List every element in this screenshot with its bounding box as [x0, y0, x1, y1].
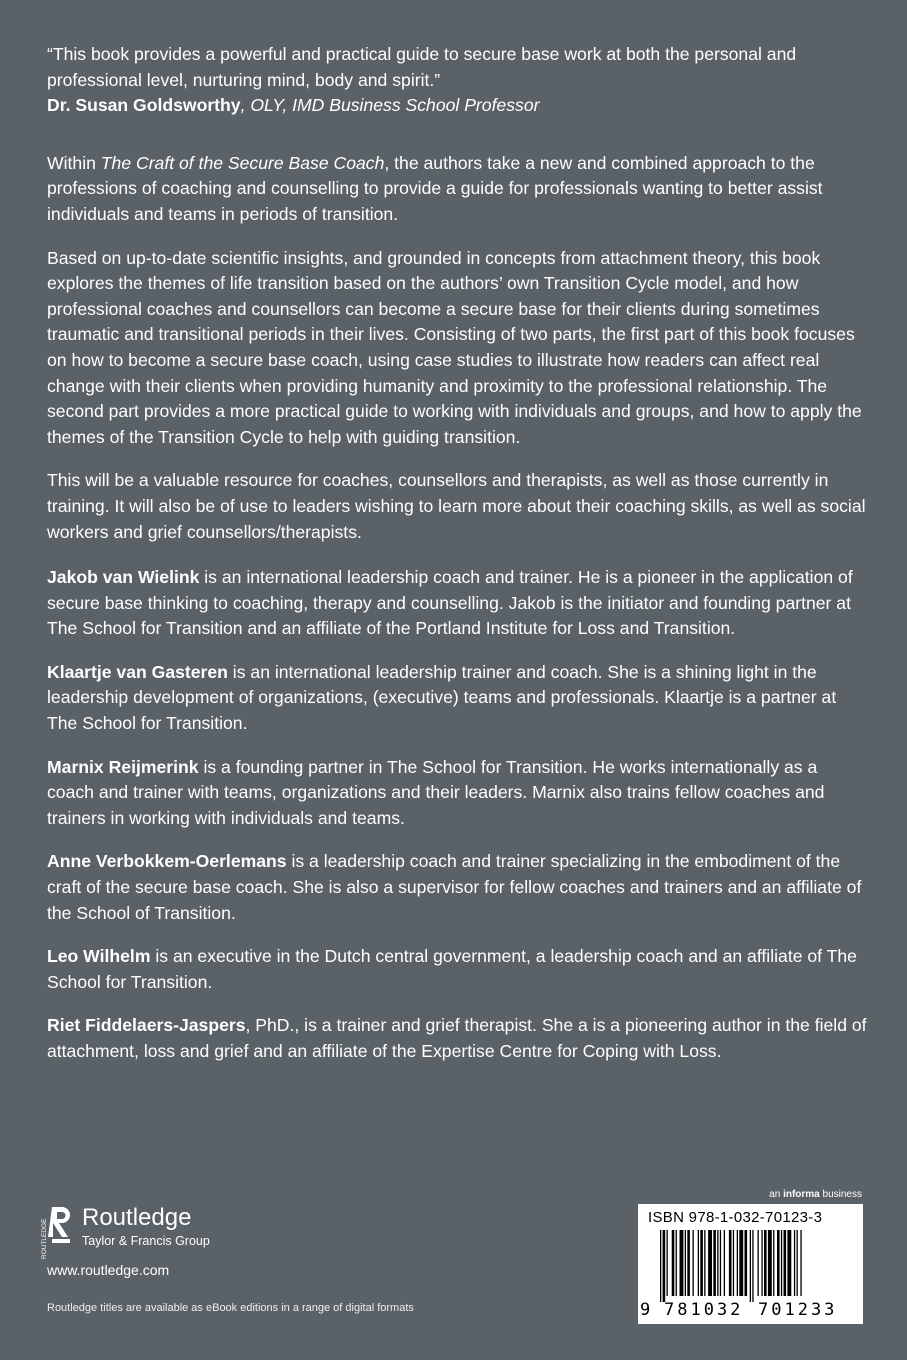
back-cover-text	[47, 42, 867, 1083]
description-paragraph-1: Within The Craft of the Secure Base Coach, the authors take a new and combined approach to the professions of coaching and counselling to provide a guide for professionals wanting to better assist individuals and teams in periods of transition.	[47, 152, 823, 224]
publisher-logo	[40, 1205, 210, 1259]
description-paragraph-3: This will be a valuable resource for coaches, counsellors and therapists, as well as those currently in training. It will also be of use to leaders wishing to learn more about their coaching skills, as well as social workers and grief counsellors/therapists.	[47, 470, 866, 542]
book-description	[47, 151, 867, 545]
author-name: Klaartje van Gasteren	[47, 661, 228, 682]
author-bio: Anne Verbokkem-Oerlemans is a leadership coach and trainer specializing in the embodiment of the craft of the secure base coach. She is also a supervisor for fellow coaches and trainers and an affiliate of the School of Transition.	[47, 851, 862, 923]
logo-vertical-text: ROUTLEDGE	[41, 1218, 48, 1259]
endorser-name: Dr. Susan Goldsworthy	[47, 95, 241, 116]
author-name: Anne Verbokkem-Oerlemans	[47, 851, 287, 872]
publisher-website[interactable]: www.routledge.com	[47, 1262, 170, 1278]
isbn-barcode: ISBN 978-1-032-70123-3 9 781032 701233	[638, 1204, 863, 1324]
author-name: Riet Fiddelaers-Jaspers	[47, 1015, 246, 1036]
author-name: Marnix Reijmerink	[47, 756, 199, 777]
author-name: Leo Wilhelm	[47, 946, 151, 967]
author-name: Jakob van Wielink	[47, 567, 200, 588]
endorsement-quote: “This book provides a powerful and practical guide to secure base work at both the personal and professional level, nurturing mind, body and spirit.”	[47, 44, 797, 90]
author-bio: Riet Fiddelaers-Jaspers, PhD., is a trainer and grief therapist. She a is a pioneering author in the field of attachment, loss and grief and an affiliate of the Expertise Centre for Coping with Loss.	[47, 1015, 867, 1061]
ebook-note: Routledge titles are available as eBook editions in a range of digital formats	[47, 1302, 414, 1314]
endorser-credentials: , OLY, IMD Business School Professor	[240, 95, 540, 116]
publisher-name: Routledge	[82, 1204, 192, 1231]
isbn-text: ISBN 978-1-032-70123-3	[648, 1209, 823, 1226]
endorser	[47, 93, 867, 119]
informa-tagline: an informa business	[769, 1189, 862, 1200]
publisher-group: Taylor & Francis Group	[82, 1234, 210, 1248]
description-paragraph-2: Based on up-to-date scientific insights, and grounded in concepts from attachment theory, this book explores the themes of life transition based on the authors’ own Transition Cycle model, and how professional coaches and counsellors can become a secure base for their clients during sometimes traumatic and transitional periods in their lives. Consisting of two parts, the first part of this book focuses on how to become a secure base coach, using case studies to illustrate how readers can affect real change with their clients when providing humanity and proximity to the professional relationship. The second part provides a more practical guide to working with individuals and groups, and how to apply the themes of the Transition Cycle to help with guiding transition.	[47, 247, 862, 447]
author-bio: Leo Wilhelm is an executive in the Dutch central government, a leadership coach and an affiliate of The School for Transition.	[47, 946, 857, 992]
barcode-bars	[648, 1230, 853, 1302]
author-bio: Jakob van Wielink is an international leadership coach and trainer. He is a pioneer in the application of secure base thinking to coaching, therapy and counselling. Jakob is the initiator and founding partner at The School for Transition and an affiliate of the Portland Institute for Loss and Transition.	[47, 567, 853, 639]
author-bio: Klaartje van Gasteren is an international leadership trainer and coach. She is a shining light in the leadership development of organizations, (executive) teams and professionals. Klaartje is a partner at The School for Transition.	[47, 661, 837, 734]
book-title: The Craft of the Secure Base Coach	[100, 152, 385, 173]
author-bio: Marnix Reijmerink is a founding partner in The School for Transition. He works internationally as a coach and trainer with teams, organizations and their leaders. Marnix also trains fellow coaches and trainers in working with individuals and teams.	[47, 756, 825, 828]
author-bios	[47, 565, 867, 1065]
routledge-r-icon	[40, 1205, 74, 1259]
